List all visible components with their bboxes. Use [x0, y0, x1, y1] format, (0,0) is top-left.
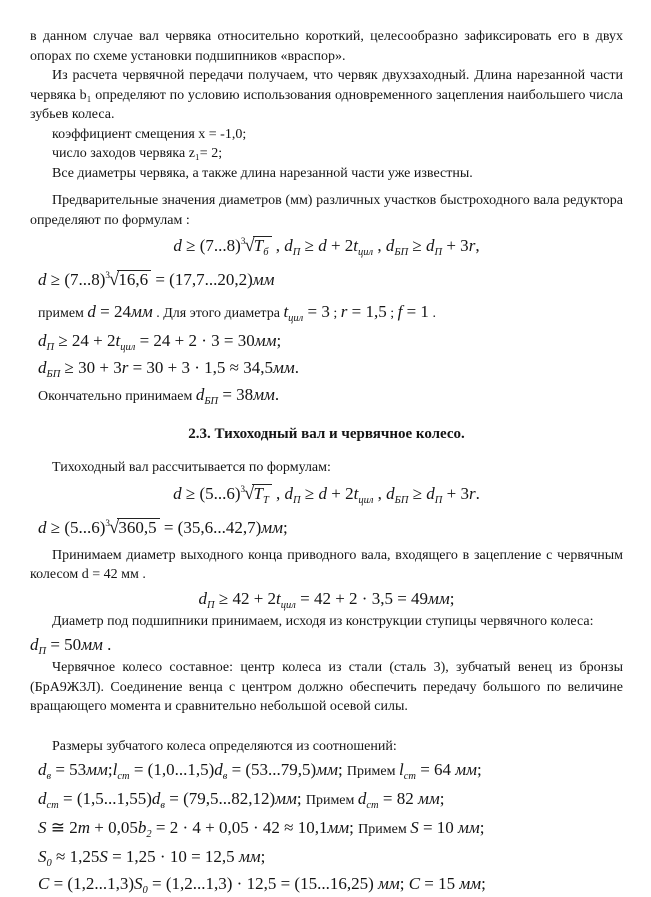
paragraph-slow-shaft-formulas: Тихоходный вал рассчитывается по формулам: — [52, 460, 331, 475]
formula-dp-49mm: $d_П \ge 42 + 2t_{цил} = 42 + 2 \cdot 3,5 = 49мм$; — [198, 588, 455, 611]
paragraph-worm-gear: Из расчета червячной передачи получаем, что червяк двухзаходный. Длина нарезанной части червяка b₁ определяют по условию использования одновременного зацепления наибольшего числа зубьев колеса. — [30, 68, 623, 122]
formula-slow-shaft-calc: $d \ge (5...6)^3√360,5 = (35,6...42,7)мм$; — [38, 516, 288, 538]
formula-fast-shaft-calc: $d \ge (7...8)^3√16,6 = (17,7...20,2)мм$ — [38, 269, 275, 290]
formula-final-dbp-38mm: Окончательно принимаем $d_{БП} = 38мм$. — [38, 385, 280, 407]
paragraph-composite-wheel: Червячное колесо составное: центр колеса из стали (сталь 3), зубчатый венец из бронзы (БрА9Ж3Л). Соединение венца с центром должно обеспечить передачу большого по величине вращающего момента и сравнительно небольшой осевой силы. — [30, 660, 623, 714]
formula-dbp-34-5mm: $d_{БП} \ge 30 + 3r = 30 + 3 \cdot 1,5 \approx 34,5мм$. — [38, 358, 299, 380]
formula-wheel-s0: $S_0 \approx 1,25S = 1,25 \cdot 10 = 12,5$ мм; — [38, 847, 266, 869]
paragraph-intro: в данном случае вал червяка относительно короткий, целесообразно зафиксировать его в двух опорах по схеме установки подшипников «враспор». — [30, 29, 623, 64]
formula-slow-shaft-general: $d \ge (5...6)^3√T_Т$ , $d_П \ge d + 2t_{цил}$ , $d_{БП} \ge d_П + 3r$. — [173, 482, 480, 506]
paragraph-bearing-diameter: Диаметр под подшипники принимаем, исходя из конструкции ступицы червячного колеса: — [52, 613, 594, 629]
line-shift-coefficient: коэффициент смещения x = -1,0; — [52, 126, 247, 142]
line-diameters-known: Все диаметры червяка, а также длина нарезанной части уже известны. — [52, 165, 473, 181]
formula-accept-d24: примем d = 24мм . Для этого диаметра $t_{цил} = 3$ ; r = 1,5 ; f = 1 . — [38, 302, 436, 324]
formula-wheel-dv-lst: $d_в$ = $53мм;l_{ст} = (1,0...1,5)d_в = (53...79,5)мм$; Примем $l_{ст} = 64$ мм; — [38, 760, 482, 782]
line-worm-starts: число заходов червяка z₁= 2; — [52, 146, 223, 161]
formula-fast-shaft-general: $d \ge (7...8)^3√T_б$ , $d_П \ge d + 2t_{цил}$ , $d_{БП} \ge d_П + 3r$, — [173, 235, 480, 258]
formula-wheel-rim-thickness: S ≅ $2m + 0,05b_2 = 2 \cdot 4 + 0,05 \cdot 42 \approx 10,1мм$; Примем S = 10 мм; — [38, 818, 485, 840]
paragraph-wheel-dimensions: Размеры зубчатого колеса определяются из соотношений: — [52, 738, 397, 754]
paragraph-output-end-diameter: Принимаем диаметр выходного конца приводного вала, входящего в зацепление с червячным колесом d = 42 мм . — [30, 547, 623, 582]
formula-wheel-dst: $d_{ст} = (1,5...1,55)d_в = (79,5...82,12)мм$; Примем $d_{ст} = 82$ мм; — [38, 789, 445, 811]
formula-dp-30mm: $d_П \ge 24 + 2t_{цил} = 24 + 2 \cdot 3 = 30мм$; — [38, 331, 282, 353]
paragraph-preliminary-values: Предварительные значения диаметров (мм) различных участков быстроходного вала редуктора определяют по формулам : — [30, 193, 623, 228]
formula-wheel-c: $C = (1,2...1,3)S_0 = (1,2...1,3) \cdot 12,5 = (15...16,25)$ мм; C = 15 мм; — [38, 874, 486, 896]
formula-dp-50mm: $d_П = 50мм$ . — [30, 635, 112, 657]
section-heading-2-3: 2.3. Тихоходный вал и червячное колесо. — [188, 426, 465, 442]
